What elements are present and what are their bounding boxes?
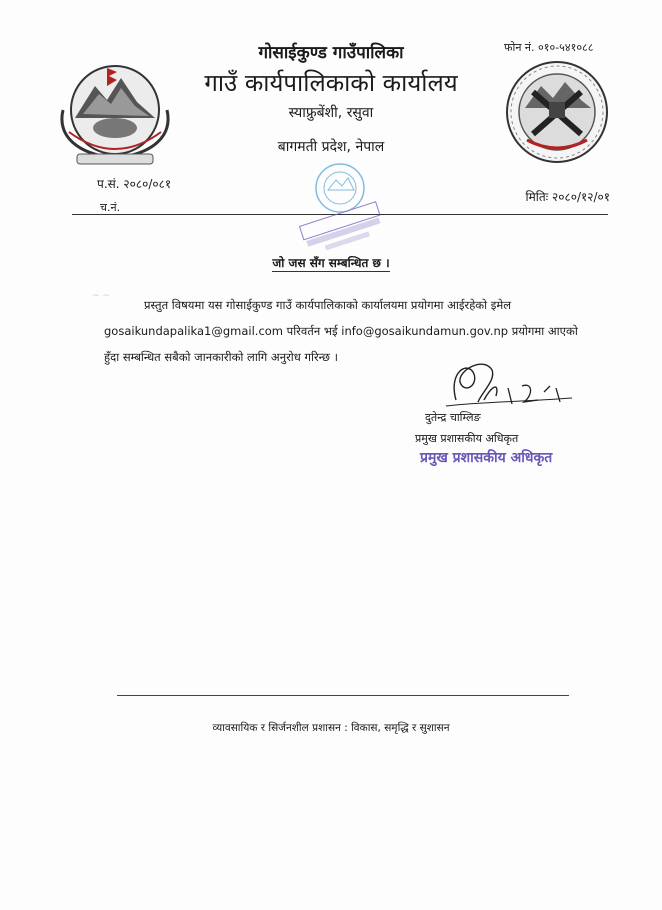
old-email: gosaikundapalika1@gmail.com bbox=[104, 324, 284, 338]
faint-scan-mark: ~ ~ bbox=[92, 291, 110, 301]
subject-line bbox=[0, 254, 662, 271]
signatory-title-stamp: प्रमुख प्रशासकीय अधिकृत bbox=[420, 450, 553, 466]
footer-divider bbox=[117, 695, 569, 696]
phone-number: फोन नं. ०१०-५४१०८८ bbox=[504, 41, 594, 54]
office-location: स्याफ्रुबेंशी, रसुवा bbox=[288, 105, 374, 121]
change-text: परिवर्तन भई bbox=[283, 324, 342, 338]
dispatch-number: च.नं. bbox=[100, 201, 121, 214]
subject-text: जो जस सँग सम्बन्धित छ । bbox=[272, 256, 390, 270]
letter-date: मितिः २०८०/१२/०१ bbox=[525, 190, 610, 204]
signatory-title: प्रमुख प्रशासकीय अधिकृत bbox=[415, 432, 519, 445]
new-email: info@gosaikundamun.gov.np bbox=[341, 324, 509, 338]
signatory-name: दुतेन्द्र चाम्लिङ bbox=[425, 411, 481, 424]
office-stamp-icon bbox=[290, 158, 390, 258]
office-province: बागमती प्रदेश, नेपाल bbox=[277, 139, 385, 155]
municipality-name: गोसाईकुण्ड गाउँपालिका bbox=[258, 43, 404, 63]
office-title: गाउँ कार्यपालिकाको कार्यालय bbox=[204, 69, 458, 97]
reference-number: प.सं. २०८०/०८१ bbox=[97, 177, 172, 191]
body-line-2-tail: प्रयोगमा आएको bbox=[508, 324, 578, 338]
footer-motto: व्यावसायिक र सिर्जनशील प्रशासन : विकास, समृद्धि र सुशासन bbox=[212, 722, 450, 734]
body-line-3: हुँदा सम्बन्धित सबैको जानकारीको लागि अनुरोध गरिन्छ । bbox=[104, 350, 339, 364]
handwritten-signature bbox=[438, 352, 578, 414]
body-line-1: प्रस्तुत विषयमा यस गोसाईकुण्ड गाउँ कार्यपालिकाको कार्यालयमा प्रयोगमा आईरहेको इमेल bbox=[144, 298, 512, 312]
